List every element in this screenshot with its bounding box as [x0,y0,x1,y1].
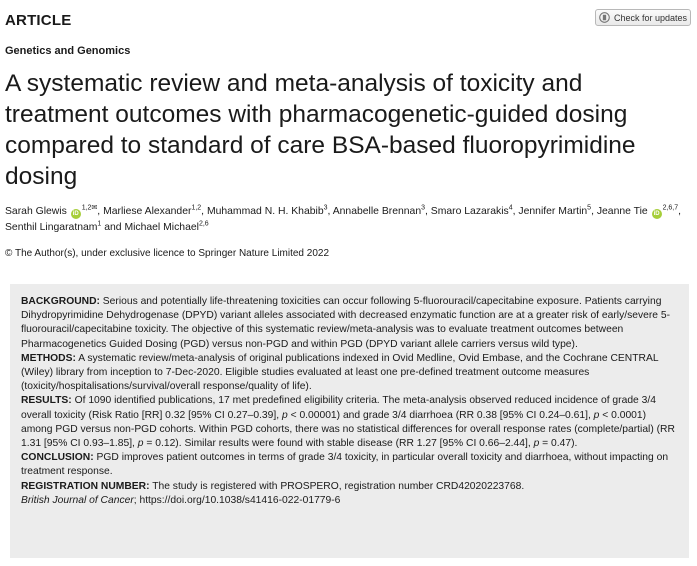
journal-name: British Journal of Cancer [21,494,134,506]
copyright-notice: © The Author(s), under exclusive licence to Springer Nature Limited 2022 [5,248,330,259]
affiliation-sup: 1,2 [81,204,92,212]
check-for-updates-label: Check for updates [614,12,688,23]
author-name[interactable]: , Smaro Lazarakis [425,206,509,217]
affiliation-sup: 2,6 [198,220,209,228]
journal-citation [21,494,679,508]
author-name[interactable]: , Annabelle Brennan [327,206,422,217]
email-icon[interactable]: ✉ [91,204,98,212]
author-list [5,204,693,236]
check-updates-icon [599,12,610,23]
abstract-label: REGISTRATION NUMBER: [21,480,150,492]
abstract-label: CONCLUSION: [21,452,94,464]
section-label: Genetics and Genomics [5,45,131,57]
author-name[interactable]: , Jeanne Tie [591,206,648,217]
abstract-label: BACKGROUND: [21,296,100,307]
affiliation-sup: 3 [323,204,328,212]
abstract-label: METHODS: [21,352,76,364]
affiliation-sup: 3 [421,204,426,212]
affiliation-sup: 4 [508,204,513,212]
orcid-icon[interactable]: iD [653,211,660,217]
abstract-conclusion: CONCLUSION: PGD improves patient outcomes in terms of grade 3/4 toxicity, in particular overall toxicity and diarrhoea, without impacting on treatment response. [21,452,669,478]
author-name[interactable]: , Muhammad N. H. Khabib [201,206,324,217]
abstract-label: RESULTS: [21,395,72,407]
affiliation-sup: 5 [587,204,592,212]
check-for-updates-button[interactable] [595,9,691,26]
affiliation-sup: 1 [97,220,102,228]
author-name[interactable]: , Marliese Alexander [97,206,192,217]
article-type-label: ARTICLE [5,12,72,29]
doi-link[interactable]: ; https://doi.org/10.1038/s41416-022-01779-6 [133,494,341,506]
author-name[interactable]: , Jennifer Martin [512,206,588,217]
affiliation-sup: 1,2 [191,204,202,212]
author-name[interactable]: and Michael Michael [101,222,199,233]
abstract-results: RESULTS: Of 1090 identified publications, 17 met predefined eligibility criteria. The meta-analysis observed reduced incidence of grade 3/4 overall toxicity (Risk Ratio [RR] 0.32 [95% CI 0.27–0.39], p < 0.00001) and grade 3/4 diarrhoea (RR 0.38 [95% CI 0.24–0.61], p < 0.0001) among PGD versus non-PGD cohorts. Within PGD cohorts, there was no statistical differences for overall response rates (complete/partial) (RR 1.31 [95% CI 0.93–1.85], p = 0.12). Similar results were found with stable disease (RR 1.27 [95% CI 0.66–2.44], p = 0.47). [21,395,675,450]
orcid-icon[interactable]: iD [72,211,79,217]
abstract-background: BACKGROUND: Serious and potentially life-threatening toxicities can occur following 5-fluorouracil/capecitabine exposure. Patients carrying Dihydropyrimidine Dehydrogenase (DPYD) variant alleles associated with decreased enzymatic function are at a greater risk of early/severe 5-fluorouracil/capecitabine toxicity. The objective of this systematic review/meta-analysis was to evaluate treatment outcomes between Pharmacogenetics Guided Dosing (PGD) versus non-PGD and within PGD (DPYD variant allele carriers versus wild type). [21,296,671,350]
abstract-box [10,284,689,558]
affiliation-sup: 2,6,7 [662,204,679,212]
author-name[interactable]: , Senthil Lingaratnam [5,206,682,233]
author-name[interactable]: Sarah Glewis [5,206,67,217]
abstract-methods: METHODS: A systematic review/meta-analysis of original publications indexed in Ovid Medline, Ovid Embase, and the Cochrane CENTRAL (Wiley) library from inception to 7-Dec-2020. Eligible studies evaluated at least one pre-defined treatment outcome measures (toxicity/hospitalisations/survival/overall response/quality of life). [21,352,659,393]
abstract-registration: REGISTRATION NUMBER: The study is registered with PROSPERO, registration number CRD42020223768. [21,480,525,492]
page-title: A systematic review and meta-analysis of toxicity and treatment outcomes with pharmacogenetic-guided dosing compared to standard of care BSA-based fluoropyrimidine dosing [5,70,636,190]
